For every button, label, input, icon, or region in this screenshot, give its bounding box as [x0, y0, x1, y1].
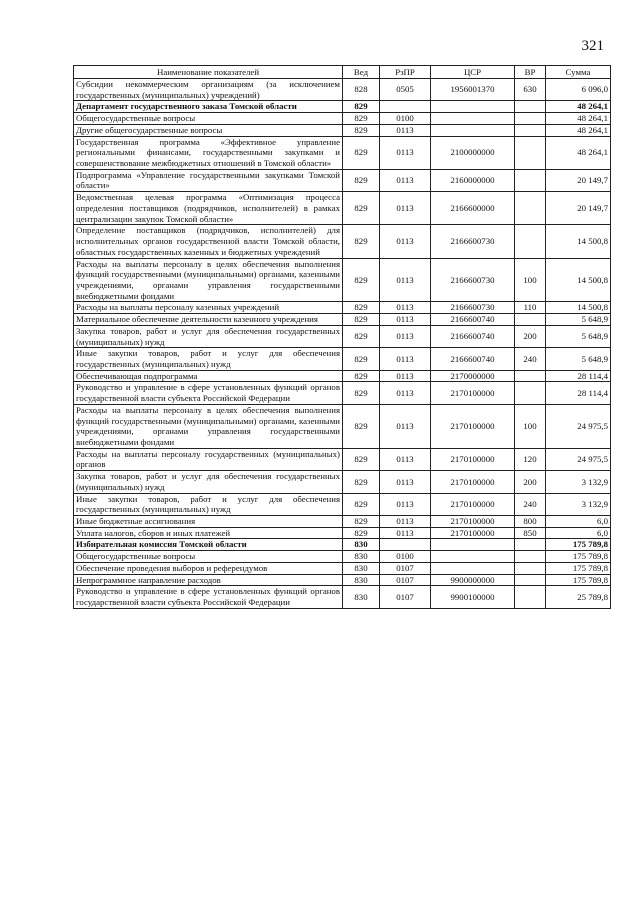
- cell-rzpr: 0113: [380, 448, 431, 470]
- cell-ved: 829: [343, 113, 380, 125]
- cell-ved: 829: [343, 493, 380, 515]
- cell-csr: [431, 101, 515, 113]
- cell-rzpr: 0113: [380, 404, 431, 448]
- cell-ved: 829: [343, 404, 380, 448]
- table-row: [74, 471, 611, 493]
- table-row: [74, 574, 611, 586]
- cell-csr: [431, 539, 515, 551]
- cell-ved: 830: [343, 551, 380, 563]
- cell-sum: 24 975,5: [546, 404, 611, 448]
- cell-name: Общегосударственные вопросы: [74, 113, 343, 125]
- cell-vr: [515, 551, 546, 563]
- cell-name: Обеспечивающая подпрограмма: [74, 370, 343, 382]
- cell-rzpr: 0113: [380, 169, 431, 191]
- cell-ved: 829: [343, 258, 380, 302]
- cell-vr: 800: [515, 516, 546, 528]
- table-row: [74, 113, 611, 125]
- cell-rzpr: 0113: [380, 471, 431, 493]
- cell-sum: 175 789,8: [546, 574, 611, 586]
- header-csr: ЦСР: [431, 66, 515, 79]
- cell-sum: 20 149,7: [546, 192, 611, 225]
- table-row: [74, 527, 611, 539]
- cell-ved: 829: [343, 302, 380, 314]
- cell-ved: 829: [343, 124, 380, 136]
- table-row: [74, 348, 611, 370]
- cell-vr: 850: [515, 527, 546, 539]
- table-row: [74, 539, 611, 551]
- cell-csr: 9900000000: [431, 574, 515, 586]
- cell-csr: 2170000000: [431, 370, 515, 382]
- cell-sum: 25 789,8: [546, 586, 611, 608]
- cell-vr: [515, 382, 546, 404]
- cell-csr: 2100000000: [431, 136, 515, 169]
- cell-csr: 2166600740: [431, 314, 515, 326]
- cell-rzpr: 0107: [380, 574, 431, 586]
- cell-ved: 830: [343, 574, 380, 586]
- cell-ved: 829: [343, 225, 380, 258]
- cell-ved: 830: [343, 586, 380, 608]
- cell-csr: 2166600730: [431, 302, 515, 314]
- cell-sum: 20 149,7: [546, 169, 611, 191]
- budget-table: [73, 65, 611, 609]
- cell-rzpr: 0113: [380, 314, 431, 326]
- cell-ved: 829: [343, 314, 380, 326]
- cell-rzpr: 0113: [380, 348, 431, 370]
- cell-name: Закупка товаров, работ и услуг для обеспечения государственных (муниципальных) нужд: [74, 325, 343, 347]
- cell-name: Иные закупки товаров, работ и услуг для обеспечения государственных (муниципальных) нужд: [74, 348, 343, 370]
- cell-name: Департамент государственного заказа Томской области: [74, 101, 343, 113]
- cell-csr: 2170100000: [431, 527, 515, 539]
- header-ved: Вед: [343, 66, 380, 79]
- cell-sum: 5 648,9: [546, 314, 611, 326]
- cell-vr: [515, 539, 546, 551]
- cell-csr: 2166600740: [431, 325, 515, 347]
- cell-rzpr: 0113: [380, 302, 431, 314]
- cell-name: Расходы на выплаты персоналу государственных (муниципальных) органов: [74, 448, 343, 470]
- cell-vr: [515, 113, 546, 125]
- cell-rzpr: 0113: [380, 325, 431, 347]
- cell-name: Избирательная комиссия Томской области: [74, 539, 343, 551]
- cell-sum: 6,0: [546, 527, 611, 539]
- cell-csr: 2170100000: [431, 382, 515, 404]
- table-row: [74, 448, 611, 470]
- cell-rzpr: 0107: [380, 562, 431, 574]
- cell-csr: 2166600000: [431, 192, 515, 225]
- cell-csr: [431, 124, 515, 136]
- cell-rzpr: 0113: [380, 493, 431, 515]
- cell-vr: 100: [515, 258, 546, 302]
- cell-csr: [431, 551, 515, 563]
- cell-sum: 48 264,1: [546, 101, 611, 113]
- cell-ved: 829: [343, 348, 380, 370]
- cell-sum: 5 648,9: [546, 348, 611, 370]
- cell-rzpr: 0113: [380, 136, 431, 169]
- cell-ved: 830: [343, 539, 380, 551]
- table-row: [74, 169, 611, 191]
- cell-rzpr: 0113: [380, 192, 431, 225]
- cell-rzpr: 0505: [380, 79, 431, 101]
- cell-ved: 829: [343, 527, 380, 539]
- cell-rzpr: [380, 539, 431, 551]
- cell-rzpr: 0113: [380, 527, 431, 539]
- cell-ved: 829: [343, 136, 380, 169]
- cell-rzpr: 0113: [380, 225, 431, 258]
- table-row: [74, 136, 611, 169]
- cell-name: Иные бюджетные ассигнования: [74, 516, 343, 528]
- cell-ved: 829: [343, 101, 380, 113]
- table-row: [74, 382, 611, 404]
- table-row: [74, 192, 611, 225]
- header-sum: Сумма: [546, 66, 611, 79]
- cell-sum: 6 096,0: [546, 79, 611, 101]
- cell-ved: 830: [343, 562, 380, 574]
- cell-rzpr: 0107: [380, 586, 431, 608]
- cell-name: Материальное обеспечение деятельности казенного учреждения: [74, 314, 343, 326]
- cell-csr: 2166600740: [431, 348, 515, 370]
- table-row: [74, 516, 611, 528]
- cell-sum: 14 500,8: [546, 258, 611, 302]
- cell-sum: 14 500,8: [546, 225, 611, 258]
- cell-sum: 6,0: [546, 516, 611, 528]
- cell-vr: 240: [515, 493, 546, 515]
- table-row: [74, 404, 611, 448]
- cell-ved: 828: [343, 79, 380, 101]
- cell-name: Закупка товаров, работ и услуг для обеспечения государственных (муниципальных) нужд: [74, 471, 343, 493]
- cell-vr: 200: [515, 325, 546, 347]
- table-row: [74, 258, 611, 302]
- cell-name: Обеспечение проведения выборов и референдумов: [74, 562, 343, 574]
- cell-vr: [515, 169, 546, 191]
- cell-sum: 28 114,4: [546, 382, 611, 404]
- cell-vr: 100: [515, 404, 546, 448]
- cell-sum: 5 648,9: [546, 325, 611, 347]
- cell-rzpr: 0113: [380, 382, 431, 404]
- table-row: [74, 493, 611, 515]
- cell-rzpr: 0100: [380, 551, 431, 563]
- cell-csr: [431, 562, 515, 574]
- cell-name: Определение поставщиков (подрядчиков, исполнителей) для исполнительных органов государственной власти Томской области, областных государственных казенных и бюджетных учреждений: [74, 225, 343, 258]
- cell-sum: 48 264,1: [546, 136, 611, 169]
- cell-rzpr: 0113: [380, 124, 431, 136]
- cell-name: Иные закупки товаров, работ и услуг для обеспечения государственных (муниципальных) нужд: [74, 493, 343, 515]
- cell-csr: 2160000000: [431, 169, 515, 191]
- cell-vr: [515, 136, 546, 169]
- cell-rzpr: 0100: [380, 113, 431, 125]
- cell-csr: 2170100000: [431, 404, 515, 448]
- cell-vr: [515, 370, 546, 382]
- cell-vr: [515, 586, 546, 608]
- cell-csr: 2170100000: [431, 516, 515, 528]
- page-number: 321: [581, 38, 604, 54]
- cell-csr: 2166600730: [431, 225, 515, 258]
- table-row: [74, 562, 611, 574]
- cell-name: Ведомственная целевая программа «Оптимизация процесса определения поставщиков (подрядчиков, исполнителей) в рамках централизации закупок Томской области»: [74, 192, 343, 225]
- cell-rzpr: 0113: [380, 516, 431, 528]
- table-row: [74, 79, 611, 101]
- table-row: [74, 225, 611, 258]
- cell-vr: 630: [515, 79, 546, 101]
- cell-name: Государственная программа «Эффективное управление региональными финансами, государственными закупками и совершенствование межбюджетных отношений в Томской области»: [74, 136, 343, 169]
- cell-csr: 1956001370: [431, 79, 515, 101]
- table-row: [74, 124, 611, 136]
- header-vr: ВР: [515, 66, 546, 79]
- cell-rzpr: 0113: [380, 370, 431, 382]
- cell-vr: 110: [515, 302, 546, 314]
- header-rzpr: РзПР: [380, 66, 431, 79]
- cell-sum: 48 264,1: [546, 113, 611, 125]
- cell-vr: 120: [515, 448, 546, 470]
- cell-name: Руководство и управление в сфере установленных функций органов государственной власти субъекта Российской Федерации: [74, 586, 343, 608]
- cell-csr: 2170100000: [431, 471, 515, 493]
- cell-rzpr: 0113: [380, 258, 431, 302]
- cell-sum: 3 132,9: [546, 471, 611, 493]
- cell-vr: 240: [515, 348, 546, 370]
- cell-name: Расходы на выплаты персоналу в целях обеспечения выполнения функций государственными (муниципальными) органами, казенными учреждениями, органами управления государственными внебюджетными фондами: [74, 404, 343, 448]
- cell-csr: 2166600730: [431, 258, 515, 302]
- cell-csr: 2170100000: [431, 448, 515, 470]
- cell-vr: [515, 574, 546, 586]
- cell-name: Руководство и управление в сфере установленных функций органов государственной власти субъекта Российской Федерации: [74, 382, 343, 404]
- table-row: [74, 302, 611, 314]
- cell-ved: 829: [343, 516, 380, 528]
- table-header-row: [74, 66, 611, 79]
- cell-sum: 24 975,5: [546, 448, 611, 470]
- cell-csr: 2170100000: [431, 493, 515, 515]
- cell-name: Субсидии некоммерческим организациям (за исключением государственных (муниципальных) учреждений): [74, 79, 343, 101]
- header-name: Наименование показателей: [74, 66, 343, 79]
- table-row: [74, 325, 611, 347]
- cell-csr: 9900100000: [431, 586, 515, 608]
- cell-vr: [515, 225, 546, 258]
- cell-ved: 829: [343, 370, 380, 382]
- cell-name: Уплата налогов, сборов и иных платежей: [74, 527, 343, 539]
- cell-ved: 829: [343, 169, 380, 191]
- cell-name: Подпрограмма «Управление государственными закупками Томской области»: [74, 169, 343, 191]
- cell-ved: 829: [343, 448, 380, 470]
- cell-vr: 200: [515, 471, 546, 493]
- cell-ved: 829: [343, 325, 380, 347]
- cell-ved: 829: [343, 471, 380, 493]
- table-row: [74, 551, 611, 563]
- cell-sum: 175 789,8: [546, 539, 611, 551]
- cell-csr: [431, 113, 515, 125]
- cell-vr: [515, 101, 546, 113]
- cell-ved: 829: [343, 192, 380, 225]
- table-row: [74, 370, 611, 382]
- cell-sum: 14 500,8: [546, 302, 611, 314]
- cell-name: Другие общегосударственные вопросы: [74, 124, 343, 136]
- cell-name: Расходы на выплаты персоналу казенных учреждений: [74, 302, 343, 314]
- cell-vr: [515, 192, 546, 225]
- cell-ved: 829: [343, 382, 380, 404]
- cell-name: Общегосударственные вопросы: [74, 551, 343, 563]
- cell-name: Непрограммное направление расходов: [74, 574, 343, 586]
- table-row: [74, 101, 611, 113]
- table-body: [74, 79, 611, 609]
- cell-name: Расходы на выплаты персоналу в целях обеспечения выполнения функций государственными (муниципальными) органами, казенными учреждениями, органами управления государственными внебюджетными фондами: [74, 258, 343, 302]
- cell-vr: [515, 124, 546, 136]
- cell-sum: 3 132,9: [546, 493, 611, 515]
- cell-rzpr: [380, 101, 431, 113]
- cell-sum: 48 264,1: [546, 124, 611, 136]
- cell-vr: [515, 562, 546, 574]
- table-row: [74, 586, 611, 608]
- cell-vr: [515, 314, 546, 326]
- cell-sum: 175 789,8: [546, 562, 611, 574]
- table-row: [74, 314, 611, 326]
- cell-sum: 28 114,4: [546, 370, 611, 382]
- cell-sum: 175 789,8: [546, 551, 611, 563]
